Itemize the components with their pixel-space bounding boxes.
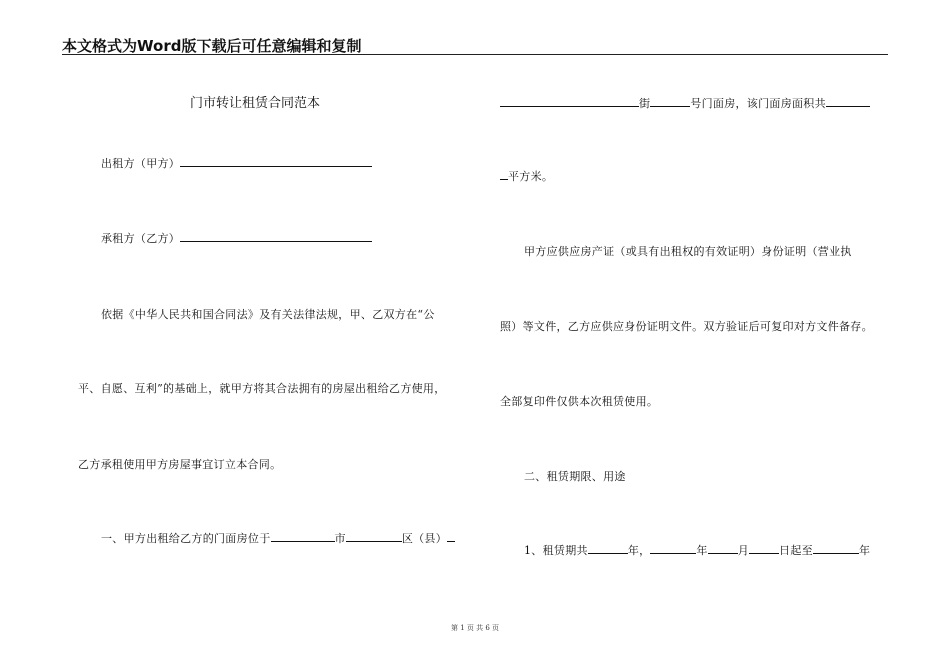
lessee-label: 承租方（乙方） <box>101 232 181 245</box>
area-blank <box>826 95 870 107</box>
lessor-line <box>101 155 372 171</box>
address-text-a: 街 <box>639 97 651 110</box>
term-text-c: 年 <box>696 544 708 557</box>
number-blank <box>650 95 690 107</box>
term-text-b: 年， <box>627 544 651 557</box>
term-text-d: 月 <box>737 544 750 557</box>
start-day-blank <box>749 542 779 554</box>
lessee-line <box>101 230 372 246</box>
start-year-blank <box>650 542 696 554</box>
header-divider <box>62 54 888 55</box>
preamble-line-2: 平、自愿、互利”的基础上，就甲方将其合法拥有的房屋出租给乙方使用， <box>78 382 446 395</box>
area-unit-text: 平方米。 <box>508 170 554 183</box>
page-footer: 第 1 页 共 6 页 <box>450 624 500 632</box>
end-year-blank <box>813 542 859 554</box>
city-blank <box>271 530 335 542</box>
start-month-blank <box>708 542 738 554</box>
address-line <box>500 95 870 111</box>
preamble-line-1: 依据《中华人民共和国合同法》及有关法律法规，甲、乙双方在“公 <box>101 308 435 321</box>
documents-line-2: 照）等文件，乙方应供应身份证明文件。双方验证后可复印对方文件备存。 <box>500 320 873 333</box>
lessor-label: 出租方（甲方） <box>101 157 181 170</box>
street-blank <box>500 95 639 107</box>
lessee-blank <box>180 230 372 242</box>
documents-line-3: 全部复印件仅供本次租赁使用。 <box>500 395 659 408</box>
lessor-blank <box>180 155 372 167</box>
document-header: 本文格式为Word版下载后可任意编辑和复制 <box>62 37 362 55</box>
area-unit-blank <box>500 168 508 180</box>
documents-line-1: 甲方应供应房产证（或具有出租权的有效证明）身份证明（营业执 <box>524 245 852 258</box>
term-text-a: 1、租赁期共 <box>524 544 588 557</box>
district-blank <box>346 530 402 542</box>
term-text-e: 日起至 <box>779 544 813 557</box>
document-title: 门市转让租赁合同范本 <box>190 96 321 111</box>
trailing-blank <box>447 530 455 542</box>
clause1-text-c: 区（县） <box>401 532 448 545</box>
area-line <box>500 168 553 184</box>
section2-heading: 二、租赁期限、用途 <box>524 470 626 483</box>
address-text-b: 号门面房，该门面房面积共 <box>690 97 826 110</box>
clause1-line <box>101 530 455 546</box>
clause1-text-b: 市 <box>334 532 346 545</box>
years-blank <box>588 542 628 554</box>
clause1-text-a: 一、甲方出租给乙方的门面房位于 <box>101 532 271 545</box>
term-text-f: 年 <box>858 544 871 557</box>
preamble-line-3: 乙方承租使用甲方房屋事宜订立本合同。 <box>78 458 282 471</box>
term-line <box>524 542 870 558</box>
